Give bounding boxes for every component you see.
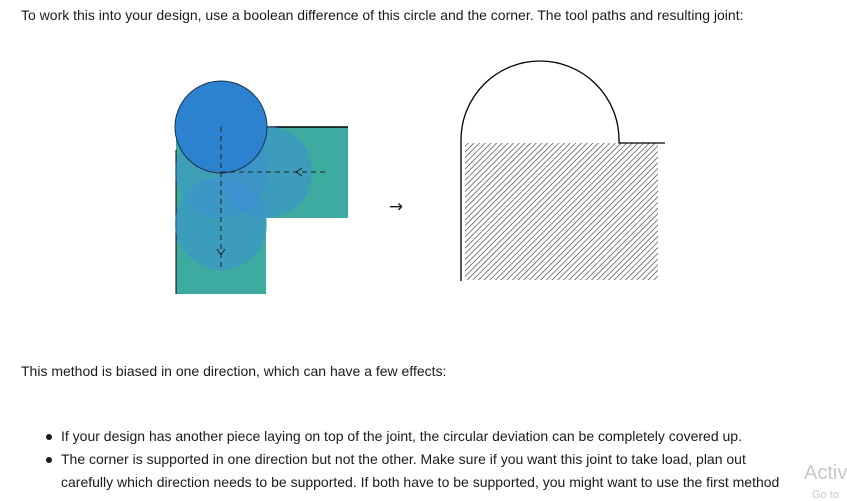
tool-path-diagram	[175, 81, 348, 294]
bullet-icon	[46, 434, 52, 440]
bullet-icon	[46, 457, 52, 463]
activation-watermark: Activ	[804, 462, 847, 484]
transform-arrow-icon: →	[388, 197, 404, 217]
list-item-text: If your design has another piece laying on top of the joint, the circular deviation can be completely covered up.	[61, 428, 742, 444]
list-item-text-continued: carefully which direction needs to be supported. If both have to be supported, you might want to use the first method	[61, 474, 780, 490]
activation-watermark-sub: Go to	[812, 489, 839, 501]
method-paragraph: This method is biased in one direction, which can have a few effects:	[21, 363, 447, 379]
list-item	[61, 425, 842, 448]
intro-paragraph: To work this into your design, use a boolean difference of this circle and the corner. The tool paths and resulting joint:	[21, 7, 744, 23]
list-item-text: The corner is supported in one direction but not the other. Make sure if you want this joint to take load, plan out	[61, 451, 746, 467]
resulting-joint-diagram	[461, 61, 665, 281]
hatched-material	[465, 143, 658, 280]
effects-list	[61, 425, 842, 494]
list-item	[61, 448, 842, 494]
